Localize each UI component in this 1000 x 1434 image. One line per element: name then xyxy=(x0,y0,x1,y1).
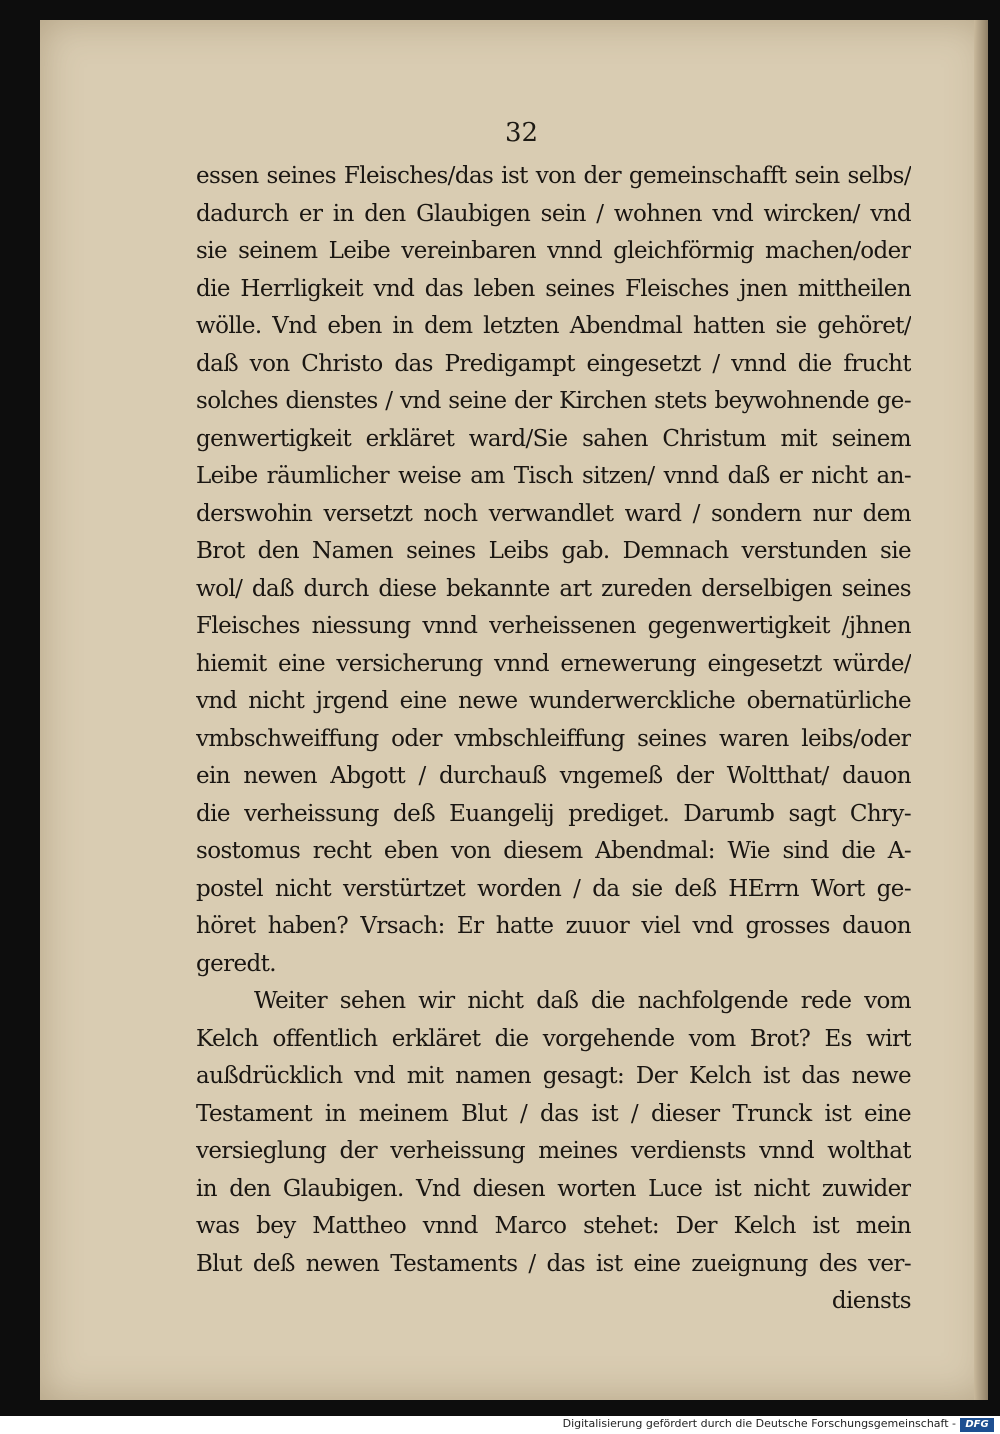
text-line: sie seinem Leibe vereinbaren vnnd gleichförmig machen/oder xyxy=(196,238,911,264)
text-line: Brot den Namen seines Leibs gab. Demnach verstunden sie xyxy=(196,538,911,564)
page-text xyxy=(196,158,911,1321)
text-line: essen seines Fleisches/das ist von der gemeinschafft sein selbs/ xyxy=(196,163,911,189)
text-line: die verheissung deß Euangelij prediget. Darumb sagt Chry- xyxy=(196,800,911,827)
text-line: ein newen Abgott / durchauß vngemeß der Woltthat/ dauon xyxy=(196,763,911,789)
text-line: versieglung der verheissung meines verdiensts vnnd wolthat xyxy=(196,1138,911,1164)
text-line: daß von Christo das Predigampt eingesetzt / vnnd die frucht xyxy=(196,350,911,377)
text-line: geredt. xyxy=(196,950,277,977)
footer-credit: Digitalisierung gefördert durch die Deutsche Forschungsgemeinschaft - xyxy=(562,1417,956,1430)
text-line: Fleisches niessung vnnd verheissenen gegenwertigkeit /jhnen xyxy=(196,613,911,639)
text-line: Kelch offentlich erkläret die vorgehende vom Brot? Es wirt xyxy=(196,1025,911,1052)
footer-bar xyxy=(0,1416,1000,1434)
catchword: diensts xyxy=(831,1288,911,1314)
text-line: was bey Mattheo vnnd Marco stehet: Der Kelch ist mein xyxy=(196,1213,911,1239)
text-line: Blut deß newen Testaments / das ist eine zueignung des ver- xyxy=(196,1250,911,1277)
text-line: Leibe räumlicher weise am Tisch sitzen/ vnnd daß er nicht an- xyxy=(196,463,911,489)
text-line: höret haben? Vrsach: Er hatte zuuor viel vnd grosses dauon xyxy=(196,913,911,939)
text-line: vnd nicht jrgend eine newe wunderwerckliche obernatürliche xyxy=(196,688,911,714)
text-line: vmbschweiffung oder vmbschleiffung seines waren leibs/oder xyxy=(196,725,911,752)
text-line: wol/ daß durch diese bekannte art zureden derselbigen seines xyxy=(196,575,911,602)
text-line: wölle. Vnd eben in dem letzten Abendmal hatten sie gehöret/ xyxy=(196,313,911,339)
text-line: Weiter sehen wir nicht daß die nachfolgende rede vom xyxy=(254,988,911,1014)
text-line: sostomus recht eben von diesem Abendmal: Wie sind die A- xyxy=(196,838,911,864)
text-line: dadurch er in den Glaubigen sein / wohnen vnd wircken/ vnd xyxy=(196,200,911,227)
page-number: 32 xyxy=(505,118,539,148)
page-edge xyxy=(974,20,988,1400)
text-line: außdrücklich vnd mit namen gesagt: Der Kelch ist das newe xyxy=(196,1063,911,1089)
text-line: die Herrligkeit vnd das leben seines Fleisches jnen mittheilen xyxy=(196,275,911,302)
text-line: postel nicht verstürtzet worden / da sie deß HErrn Wort ge- xyxy=(196,875,911,902)
text-line: genwertigkeit erkläret ward/Sie sahen Christum mit seinem xyxy=(196,425,911,452)
text-line: in den Glaubigen. Vnd diesen worten Luce ist nicht zuwider xyxy=(196,1175,911,1202)
dfg-logo: DFG xyxy=(960,1418,994,1432)
text-line: Testament in meinem Blut / das ist / dieser Trunck ist eine xyxy=(196,1100,911,1127)
text-line: hiemit eine versicherung vnnd ernewerung eingesetzt würde/ xyxy=(196,650,911,677)
text-line: solches dienstes / vnd seine der Kirchen stets beywohnende ge- xyxy=(196,388,911,414)
text-line: derswohin versetzt noch verwandlet ward / sondern nur dem xyxy=(196,500,911,527)
